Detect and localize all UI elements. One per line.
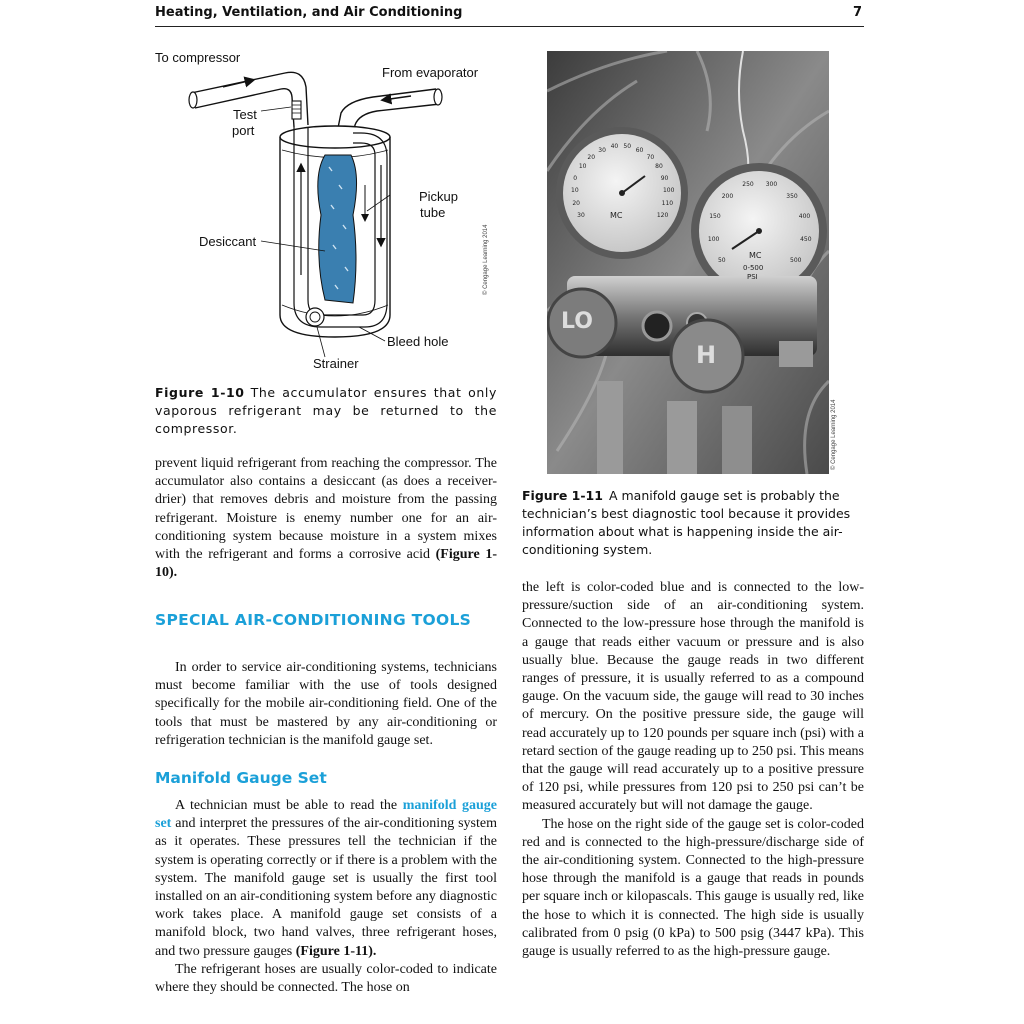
lo-valve-letter: LO — [561, 309, 593, 334]
subsection-heading: Manifold Gauge Set — [155, 769, 327, 787]
figure-1-11-caption-text: A manifold gauge set is probably the technician’s best diagnostic tool because it provides information about what is happening inside the air-conditioning system. — [522, 488, 851, 557]
label-to-compressor: To compressor — [155, 50, 241, 65]
right-p2-text: The hose on the right side of the gauge set is color-coded red and is connected to the high-pressure/discharge side of the air-conditioning system. Connected to the high-pressure hose through the manifold is a gauge that reads in pounds per square inch or kilopascals. This gauge is usually red, like the hose to which it is connected. The high side is usually calibrated from 0 psig (0 kPa) to 500 psig (3447 kPa). This gauge is usually referred to as the high-pressure gauge. — [522, 816, 864, 960]
figure-1-10-caption — [155, 384, 497, 438]
label-test-port-line1: Test — [233, 107, 257, 122]
left-gauge-tick-9: 60 — [635, 146, 644, 154]
left-gauge-tick-8: 50 — [623, 143, 632, 151]
figure-1-11-caption — [522, 487, 864, 559]
right-gauge-tick-8: 450 — [800, 236, 812, 244]
left-gauge-tick-15: 120 — [656, 212, 669, 219]
page-number: 7 — [852, 5, 862, 20]
label-strainer: Strainer — [313, 356, 359, 371]
label-bleed-hole: Bleed hole — [387, 334, 449, 349]
running-header — [155, 4, 864, 24]
left-gauge-tick-10: 70 — [646, 153, 655, 161]
left-gauge-tick-7: 40 — [610, 143, 619, 151]
left-gauge-tick-4: 10 — [578, 163, 587, 171]
photo-gauge-markings — [547, 51, 829, 474]
left-gauge-tick-13: 100 — [662, 187, 675, 195]
right-gauge-tick-9: 500 — [790, 257, 802, 265]
right-gauge-psi: PSI — [747, 273, 758, 281]
left-p2-text: In order to service air-conditioning systems, technicians must become familiar with the use of tools designed specifically for the mobile air-conditioning field. One of the tools that must be mastered by any air-conditioning or refrigeration technician is the manifold gauge set. — [155, 660, 497, 748]
label-pickup-tube-line2: tube — [420, 205, 446, 220]
right-gauge-tick-5: 300 — [765, 181, 778, 189]
right-gauge-scale-label: 0-500 — [743, 264, 764, 272]
hi-valve-letter: H — [696, 341, 717, 369]
right-gauge-tick-0: 50 — [717, 257, 726, 265]
figure-1-10-caption-text: The accumulator ensures that only vaporous refrigerant may be returned to the compressor. — [155, 385, 497, 436]
label-test-port-line2: port — [232, 123, 255, 138]
right-gauge-tick-1: 100 — [707, 236, 720, 244]
left-gauge-tick-2: 10 — [571, 187, 579, 195]
figure-1-11-label: Figure 1-11 — [522, 488, 603, 503]
right-gauge-tick-2: 150 — [709, 212, 721, 220]
figure-1-10-accumulator-diagram — [153, 45, 498, 380]
key-term-manifold-gauge-set: manifold gauge set — [155, 798, 497, 832]
figure-1-10-reference: (Figure 1-10). — [155, 547, 498, 581]
label-from-evaporator: From evaporator — [382, 65, 479, 80]
left-column-paragraph-2 — [155, 659, 497, 750]
right-p1-text: the left is color-coded blue and is connected to the low-pressure/suction side of an air-conditioning system. Connected to the low-pressure hose through the manifold is a gauge that reads either vacuum or pressure and is also usually blue. Because the gauge reads in two different ranges of pressure, it is usually referred to as a compound gauge. On the vacuum side, the gauge will read to 30 inches of mercury. On the positive pressure side, the gauge will read accurately up to 120 pounds per square inch (psi) with a retard section of the gauge reading up to 250 psi. This means that the gauge will read accurately up to a positive pressure of 120 psi, while pressures from 120 psi to 250 psi can’t be measured accurately but will not damage the gauge. — [522, 580, 864, 814]
running-header-title: Heating, Ventilation, and Air Conditioning — [155, 5, 463, 20]
left-gauge-tick-11: 80 — [655, 163, 663, 171]
right-column-text — [522, 579, 864, 961]
label-desiccant: Desiccant — [199, 234, 257, 249]
header-rule — [155, 26, 864, 27]
left-column-paragraph-1 — [155, 455, 497, 582]
section-heading: SPECIAL AIR-CONDITIONING TOOLS — [155, 611, 472, 629]
left-gauge-tick-5: 20 — [587, 153, 596, 161]
left-gauge-tick-0: 30 — [577, 212, 585, 219]
label-pickup-tube-line1: Pickup — [419, 189, 459, 204]
left-gauge-tick-6: 30 — [598, 146, 606, 154]
left-p1-text: prevent liquid refrigerant from reaching the compressor. The accumulator also contains a desiccant (as does a receiver-drier) that removes debris and moisture from the passing refrigerant. Moisture is enemy number one for an air-conditioning system because moisture in a system mixes with the refrigerant and forms a corrosive acid — [155, 456, 497, 563]
left-gauge-tick-3: 0 — [573, 174, 578, 182]
right-gauge-unit: MC — [749, 251, 762, 260]
left-p3-after: and interpret the pressures of the air-conditioning system as it operates. These pressures tell the technician if the system is operating correctly or if there is a problem with the system. The manifold gauge set is usually the first tool installed on an air-conditioning system before any diagnostic work takes place. A manifold gauge set consists of a manifold block, two hand valves, three refrigerant hoses, and two pressure gauges — [155, 816, 497, 959]
figure-1-10-label: Figure 1-10 — [155, 385, 245, 400]
right-gauge-tick-6: 350 — [786, 192, 798, 200]
left-column-paragraphs-3-4 — [155, 797, 497, 997]
right-gauge-tick-3: 200 — [721, 192, 734, 200]
right-gauge-tick-7: 400 — [798, 212, 811, 220]
right-gauge-tick-4: 250 — [742, 181, 754, 189]
figure-1-11-credit: © Cengage Learning 2014 — [831, 399, 837, 470]
left-p3-before: A technician must be able to read the — [175, 798, 403, 813]
left-gauge-tick-14: 110 — [661, 200, 674, 208]
left-gauge-tick-12: 90 — [660, 174, 669, 182]
figure-1-11-reference: (Figure 1-11). — [295, 943, 377, 959]
figure-1-10-credit: © Cengage Learning 2014 — [483, 224, 489, 295]
left-gauge-tick-1: 20 — [572, 200, 580, 208]
accumulator-illustration — [153, 45, 498, 380]
left-p4-text: The refrigerant hoses are usually color-coded to indicate where they should be connected. The hose on — [155, 961, 497, 996]
left-gauge-unit: MC — [610, 211, 623, 220]
